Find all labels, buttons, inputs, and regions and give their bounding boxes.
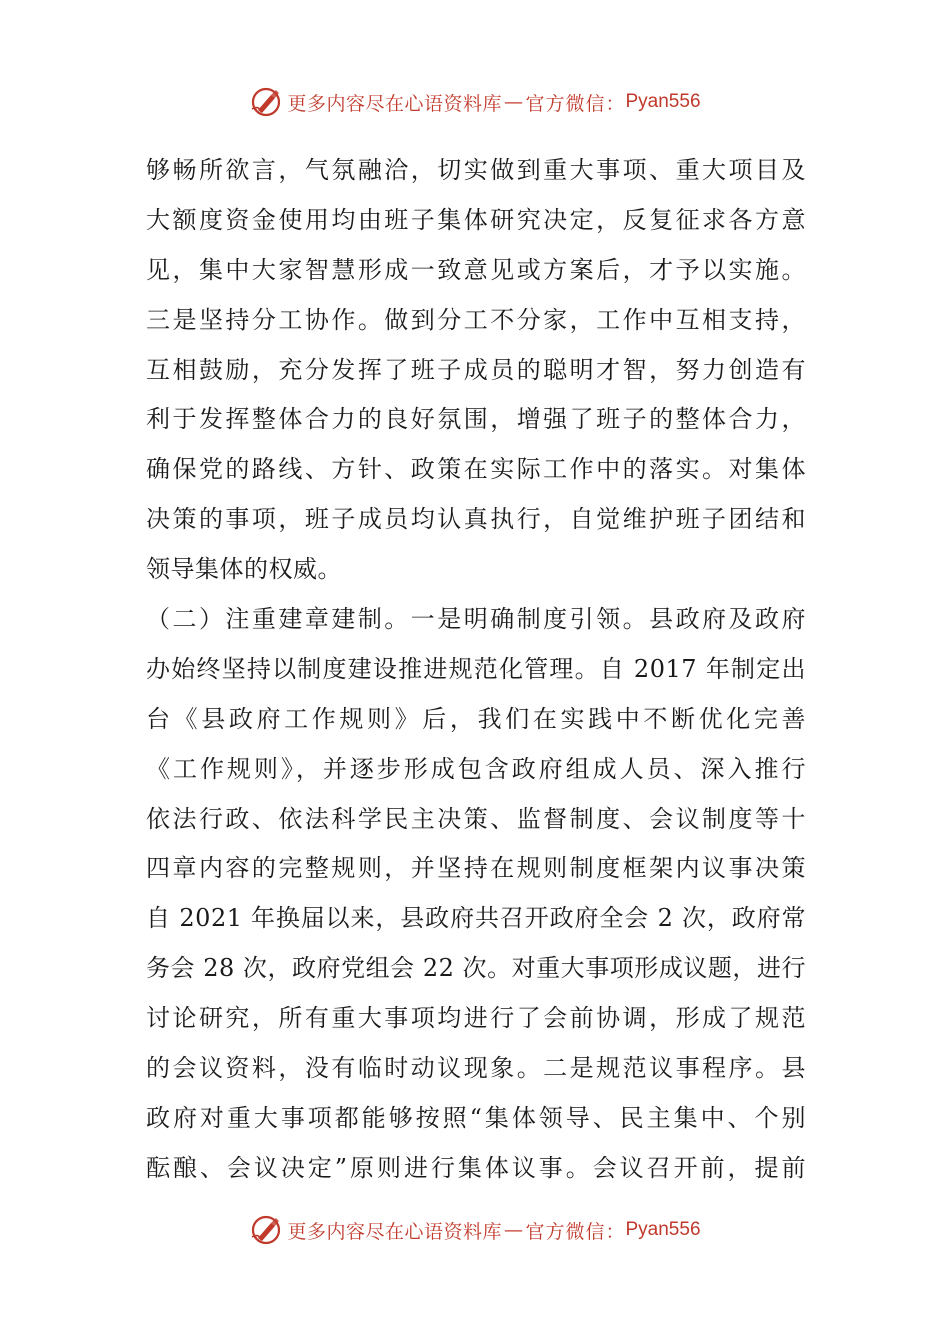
pen-logo-icon (249, 1213, 283, 1247)
footer-banner (0, 1210, 950, 1250)
body-line: 决策的事项，班子成员均认真执行，自觉维护班子团结和 (146, 505, 806, 534)
body-line: 办始终坚持以制度建设推进规范化管理。自 2017 年制定出 (146, 654, 806, 683)
header-banner (0, 82, 950, 122)
header-wechat-id: Pyan556 (625, 91, 701, 112)
footer-wechat-id: Pyan556 (625, 1219, 701, 1240)
body-line: 台《县政府工作规则》后，我们在实践中不断优化完善 (146, 704, 806, 733)
body-line: 四章内容的完整规则，并坚持在规则制度框架内议事决策 (146, 854, 806, 883)
body-line: 见，集中大家智慧形成一致意见或方案后，才予以实施。 (146, 255, 806, 284)
footer-separator: — (503, 1219, 524, 1241)
header-separator: — (503, 91, 524, 113)
body-line: 领导集体的权威。 (146, 555, 342, 584)
body-line: 政府对重大事项都能够按照“集体领导、民主集中、个别 (146, 1103, 806, 1132)
body-line: 互相鼓励，充分发挥了班子成员的聪明才智，努力创造有 (146, 355, 806, 384)
body-line: 讨论研究，所有重大事项均进行了会前协调，形成了规范 (146, 1004, 806, 1033)
footer-wechat-label: 官方微信： (525, 1220, 626, 1243)
pen-logo-icon (249, 85, 283, 119)
document-body (146, 146, 806, 1194)
body-line: 自 2021 年换届以来，县政府共召开政府全会 2 次，政府常 (146, 904, 806, 933)
body-line: 利于发挥整体合力的良好氛围，增强了班子的整体合力， (146, 405, 806, 434)
body-line: 大额度资金使用均由班子集体研究决定，反复征求各方意 (146, 205, 806, 234)
body-line: 依法行政、依法科学民主决策、监督制度、会议制度等十 (146, 804, 806, 833)
footer-brand-text: 更多内容尽在心语资料库 (287, 1220, 502, 1243)
body-line: 务会 28 次，政府党组会 22 次。对重大事项形成议题，进行 (146, 954, 806, 983)
body-line: （二）注重建章建制。一是明确制度引领。县政府及政府 (146, 605, 806, 634)
body-line: 三是坚持分工协作。做到分工不分家，工作中互相支持， (146, 305, 806, 334)
header-brand-text: 更多内容尽在心语资料库 (287, 92, 502, 115)
body-line: 够畅所欲言，气氛融洽，切实做到重大事项、重大项目及 (146, 156, 806, 184)
body-line: 的会议资料，没有临时动议现象。二是规范议事程序。县 (146, 1054, 806, 1083)
body-line: 《工作规则》，并逐步形成包含政府组成人员、深入推行 (146, 754, 806, 783)
body-line: 酝酿、会议决定”原则进行集体议事。会议召开前，提前 (146, 1153, 806, 1182)
body-line: 确保党的路线、方针、政策在实际工作中的落实。对集体 (146, 455, 806, 484)
header-wechat-label: 官方微信： (525, 92, 626, 115)
